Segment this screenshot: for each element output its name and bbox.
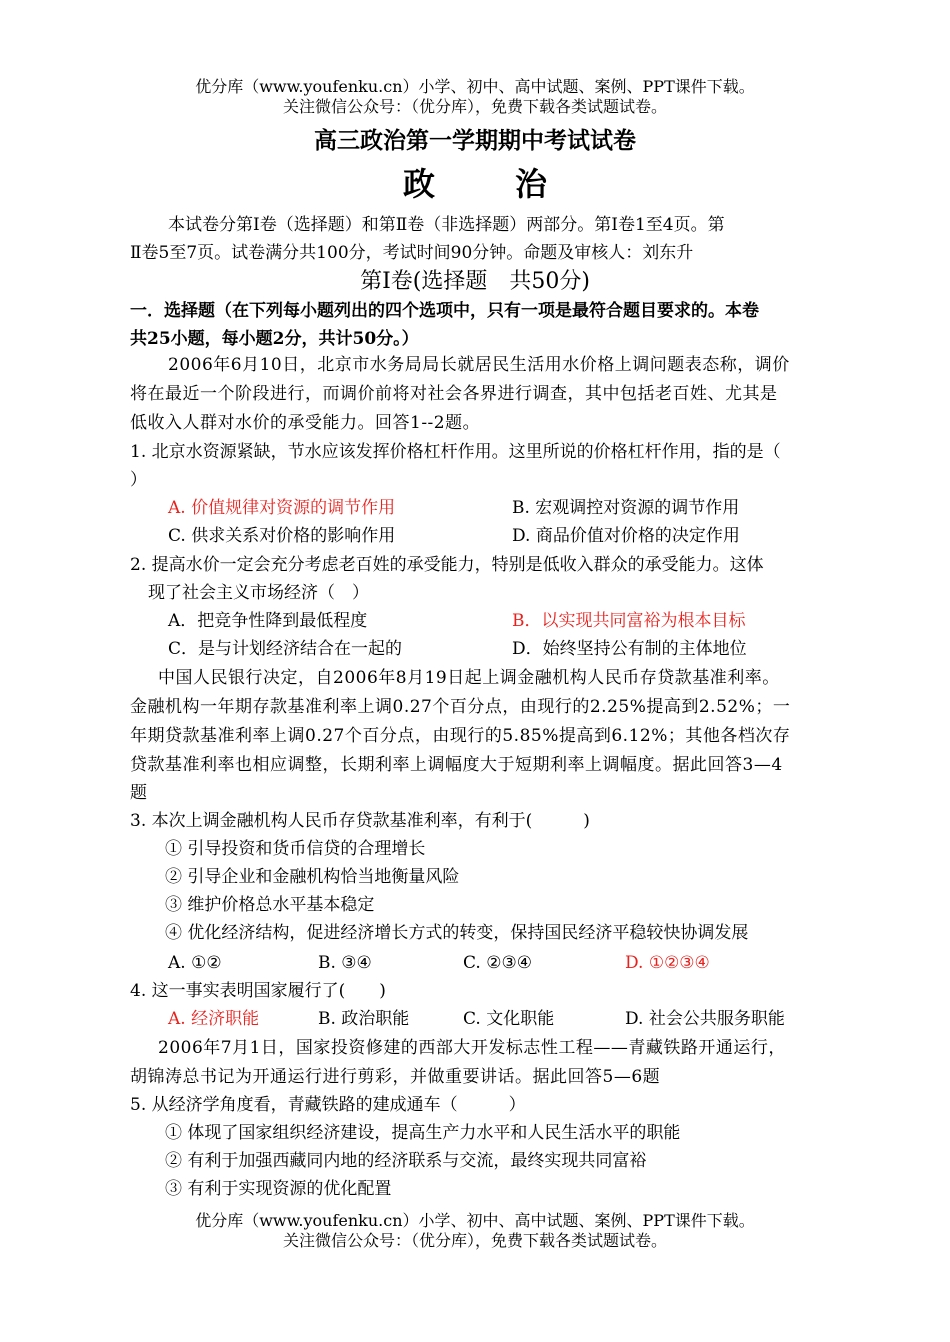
header-line-2: 关注微信公众号：（优分库），免费下载各类试题试卷。 [282,97,667,116]
passage2-line-1: 中国人民银行决定，自2006年8月19日起上调金融机构人民币存贷款基准利率。 [158,668,780,688]
passage2-line-2: 金融机构一年期存款基准利率上调0.27个百分点，由现行的2.25%提高到2.52%；一 [130,697,791,717]
subject-title [0,164,950,204]
passage2-line-4: 贷款基准利率也相应调整，长期利率上调幅度大于短期利率上调幅度。据此回答3—4 [130,755,783,775]
q2-option-b: B．以实现共同富裕为根本目标 [512,611,746,631]
exam-title: 高三政治第一学期期中考试试卷 [314,127,636,154]
q3-statement-2: ② 引导企业和金融机构恰当地衡量风险 [165,867,460,887]
intro-line-2: Ⅱ卷5至7页。试卷满分共100分，考试时间90分钟。命题及审核人：刘东升 [130,243,694,263]
q2-stem-line-2: 现了社会主义市场经济（ ） [148,583,369,603]
q3-option-a: A. ①② [168,953,222,973]
intro-line-1: 本试卷分第Ⅰ卷（选择题）和第Ⅱ卷（非选择题）两部分。第Ⅰ卷1至4页。第 [168,215,725,235]
q3-statement-3: ③ 维护价格总水平基本稳定 [165,895,375,915]
q3-stem: 3. 本次上调金融机构人民币存贷款基准利率，有利于( ) [130,811,590,831]
passage1-line-3: 低收入人群对水价的承受能力。回答1--2题。 [130,413,481,433]
section-instructions-1: 一．选择题（在下列每小题列出的四个选项中，只有一项是最符合题目要求的。本卷 [130,301,759,321]
q4-option-c: C. 文化职能 [463,1009,555,1029]
q5-statement-2: ② 有利于加强西藏同内地的经济联系与交流，最终实现共同富裕 [165,1151,647,1171]
q3-option-d: D. ①②③④ [625,953,710,973]
q2-option-d: D．始终坚持公有制的主体地位 [512,639,747,659]
section-instructions-2: 共25小题，每小题2分，共计50分。） [130,329,419,349]
subject-char-left: 政 [402,165,435,203]
q1-option-d: D. 商品价值对价格的决定作用 [512,526,740,546]
q4-option-d: D. 社会公共服务职能 [625,1009,785,1029]
part1-title: 第Ⅰ卷(选择题 共50分) [360,269,590,294]
q4-stem: 4. 这一事实表明国家履行了( ) [130,981,386,1001]
header-line-1: 优分库（www.youfenku.cn）小学、初中、高中试题、案例、PPT课件下载。 [195,77,755,96]
q2-option-a: A．把竞争性降到最低程度 [168,611,368,631]
q1-option-c: C. 供求关系对价格的影响作用 [168,526,396,546]
q2-stem-line-1: 2. 提高水价一定会充分考虑老百姓的承受能力，特别是低收入群众的承受能力。这体 [130,555,764,575]
q1-option-a: A. 价值规律对资源的调节作用 [168,498,396,518]
q1-stem-line-1: 1. 北京水资源紧缺，节水应该发挥价格杠杆作用。这里所说的价格杠杆作用，指的是（ [130,442,781,462]
passage3-line-2: 胡锦涛总书记为开通运行进行剪彩，并做重要讲话。据此回答5—6题 [130,1067,661,1087]
footer-line-2: 关注微信公众号：（优分库），免费下载各类试题试卷。 [282,1231,667,1250]
q1-stem-line-2: ） [130,470,147,490]
footer-line-1: 优分库（www.youfenku.cn）小学、初中、高中试题、案例、PPT课件下载。 [195,1211,755,1230]
q4-option-a: A. 经济职能 [168,1009,260,1029]
q3-statement-1: ① 引导投资和货币信贷的合理增长 [165,839,426,859]
passage3-line-1: 2006年7月1日，国家投资修建的西部大开发标志性工程——青藏铁路开通运行， [158,1038,786,1058]
passage2-line-5: 题 [130,783,148,803]
q3-option-c: C. ②③④ [463,953,532,973]
passage1-line-2: 将在最近一个阶段进行，而调价前将对社会各界进行调查，其中包括老百姓、尤其是 [130,384,778,404]
q4-option-b: B. 政治职能 [318,1009,410,1029]
q5-statement-3: ③ 有利于实现资源的优化配置 [165,1179,392,1199]
q3-statement-4: ④ 优化经济结构，促进经济增长方式的转变，保持国民经济平稳较快协调发展 [165,923,749,943]
passage2-line-3: 年期贷款基准利率上调0.27个百分点，由现行的5.85%提高到6.12%；其他各档次存 [130,726,791,746]
subject-char-right: 治 [515,165,548,203]
q5-statement-1: ① 体现了国家组织经济建设，提高生产力水平和人民生活水平的职能 [165,1123,681,1143]
q2-option-c: C．是与计划经济结合在一起的 [168,639,403,659]
q5-stem: 5. 从经济学角度看，青藏铁路的建成通车（ ） [130,1095,526,1115]
q1-option-b: B. 宏观调控对资源的调节作用 [512,498,740,518]
q3-option-b: B. ③④ [318,953,372,973]
passage1-line-1: 2006年6月10日，北京市水务局局长就居民生活用水价格上调问题表态称，调价 [168,355,790,375]
